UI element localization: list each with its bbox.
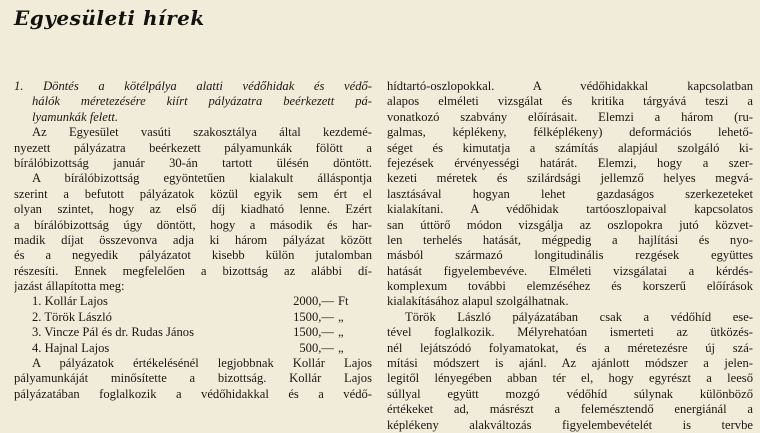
left-column — [14, 79, 372, 402]
prize-amount: 500,— — [299, 340, 334, 355]
text-line: Az Egyesület vasúti szakosztálya által kezdemé- — [32, 125, 372, 140]
text-line: fejezések érvényességi határát. Elemzi, hogy a szer- — [387, 155, 753, 170]
text-line: mítási módszert is ajánl. Az ajánlott módszer a jelen- — [387, 356, 753, 371]
text-line: szerint a befutott pályázatok közül egyik sem ért el — [14, 186, 372, 201]
left-column-text — [14, 79, 372, 294]
prize-amount: 1500,— — [293, 309, 334, 324]
text-line: bírálóbizottság január 30-án tartott ülésén döntött. — [14, 155, 372, 170]
text-line: alapos elméleti vizsgálat és kritika tárgyává teszi a — [387, 94, 753, 109]
prize-unit: Ft — [338, 294, 349, 309]
prize-row — [14, 341, 372, 356]
prize-row — [14, 310, 372, 325]
prize-amount: 1500,— — [293, 325, 334, 340]
text-line: séget és kimutatja a számítás alapjául szolgáló ki- — [387, 140, 753, 155]
text-line: értékeket ad, másrészt a felemésztendő energiánál a — [387, 402, 753, 417]
prize-winner: 2. Török László — [32, 309, 112, 324]
prize-row — [14, 294, 372, 309]
text-line: és a negyedik pályázatot kisebb külön jutalomban — [14, 248, 372, 263]
prize-list — [14, 294, 372, 356]
text-line: hídtartó-oszlopokkal. A védőhidakkal kapcsolatban — [387, 79, 753, 93]
prize-winner: 3. Vincze Pál és dr. Rudas János — [32, 325, 195, 340]
text-line: nél lejátszódó folyamatokat, és a méretezésre új szá- — [387, 340, 753, 355]
text-line: lyamunkák felett. — [32, 109, 119, 124]
text-line: lasztásával hogyan lehet gazdaságos szerkezeteket — [387, 186, 753, 201]
text-line: hatását figyelembevéve. Elméleti vizsgálatai a kérdés- — [387, 263, 753, 278]
text-line: a bírálóbizottság úgy döntött, hogy a második és har- — [14, 217, 372, 232]
text-line: jazást állapította meg: — [14, 279, 125, 294]
prize-winner: 4. Hajnal Lajos — [32, 340, 110, 355]
text-line: A pályázatok értékelésénél legjobbnak Kollár Lajos — [32, 356, 372, 371]
text-line: len terhelés hatását, mégpedig a hajlítási és nyo- — [387, 232, 753, 247]
prize-unit: „ — [338, 325, 344, 340]
text-line: kialakítani. A védőhidak tartóoszlopaival kapcsolatos — [387, 202, 753, 217]
prize-unit: „ — [338, 340, 344, 355]
text-line: nyezett pályázatra beérkezett pályamunkák fölött a — [14, 140, 372, 155]
prize-amount: 2000,— — [293, 294, 334, 309]
text-line: Török László pályázatában csak a védőhíd ese- — [405, 309, 753, 324]
right-column — [387, 79, 753, 433]
text-line: kialakításához alapul szolgálhatnak. — [387, 294, 569, 309]
right-column-text — [387, 79, 753, 433]
text-line: részesíti. Ennek megfelelően a bizottság az alábbi dí- — [14, 263, 372, 278]
text-line: 1. Döntés a kötélpálya alatti védőhidak és védő- — [14, 79, 372, 93]
text-line: kezeti méretek és szilárdsági jellemző helyes megvá- — [387, 171, 753, 186]
text-line: vonatkozó szabvány előírásait. Elemzi a három (ru- — [387, 109, 753, 124]
left-column-tail — [14, 356, 372, 402]
text-line: olyan szintet, hogy az első díj kiadható lenne. Ezért — [14, 202, 372, 217]
prize-winner: 1. Kollár Lajos — [32, 294, 108, 309]
prize-row — [14, 325, 372, 340]
text-line: legitől lényegében abban tér el, hogy egyrészt a leeső — [387, 371, 753, 386]
prize-unit: „ — [338, 309, 344, 324]
text-line: san úttörő módon vizsgálja az oszlopokra jutó közvet- — [387, 217, 753, 232]
text-line: komplexum további elemzéséhez és korszerű előírások — [387, 279, 753, 294]
text-line: másból származó longitudinális rezgések együttes — [387, 248, 753, 263]
section-heading: Egyesületi hírek — [14, 6, 205, 30]
text-line: hálók méretezésére kiírt pályázatra beérkezett pá- — [32, 94, 372, 109]
text-line: pályázatában foglalkozik a védőhidakkal és a védő- — [14, 386, 372, 401]
text-line: képlékeny alakváltozás figyelembevételét is tervbe — [387, 417, 753, 432]
text-line: tével foglalkozik. Mélyrehatóan ismerteti az ütközés- — [387, 325, 753, 340]
text-line: madik díjat összevonva adja ki három pályázat között — [14, 232, 372, 247]
text-line: súllyal együtt mozgó védőhíd súlynak különböző — [387, 386, 753, 401]
text-line: A bírálóbizottság egyöntetűen kialakult álláspontja — [32, 171, 372, 186]
text-line: galmas, képlékeny, félképlékeny) deformációs lehető- — [387, 125, 753, 140]
text-line: pályamunkáját minősítette a bizottság. Kollár Lajos — [14, 371, 372, 386]
